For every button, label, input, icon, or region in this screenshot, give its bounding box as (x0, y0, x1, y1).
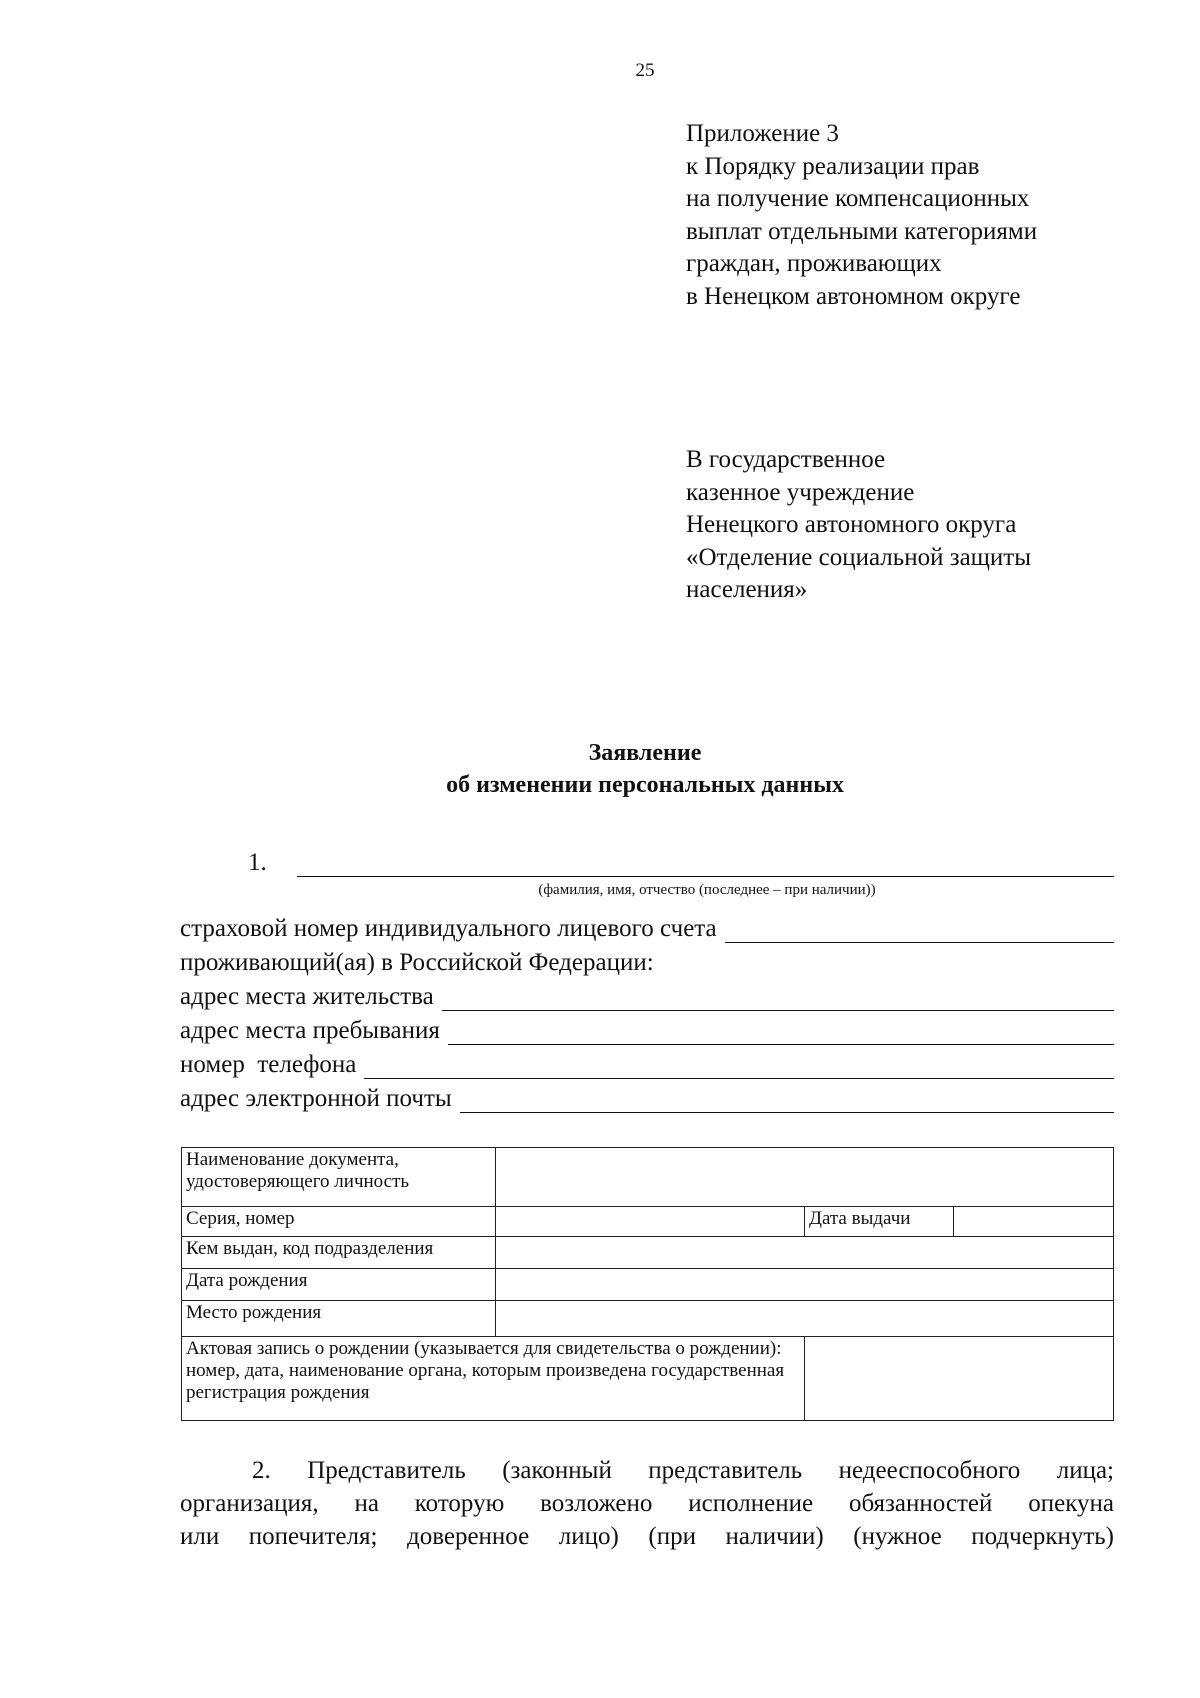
appendix-line: выплат отдельными категориями (686, 217, 1038, 245)
title-line-1: Заявление (588, 740, 702, 766)
appendix-line: граждан, проживающих (686, 250, 942, 277)
stay-address-label: адрес места пребывания (180, 1017, 440, 1044)
table-row (182, 1269, 1114, 1301)
appendix-line: к Порядку реализации прав (686, 152, 980, 180)
appendix-line: на получение компенсационных (686, 185, 1030, 212)
fio-row (248, 845, 1114, 877)
table-row (182, 1237, 1114, 1269)
fio-field[interactable] (297, 854, 1114, 877)
section-2-line: 2. Представитель (законный представитель недееспособного лица; (252, 1457, 1114, 1484)
stay-address-field[interactable] (448, 1022, 1114, 1045)
issue-date-cell[interactable] (954, 1207, 1114, 1237)
section-2-paragraph (180, 1454, 1114, 1553)
email-field[interactable] (460, 1090, 1114, 1113)
residing-label: проживающий(ая) в Российской Федерации: (180, 949, 654, 976)
section-2-line: организация, на которую возложено исполнение обязанностей опекуна (180, 1490, 1114, 1517)
section-number: 1. (248, 849, 267, 876)
snils-label: страховой номер индивидуального лицевого счета (180, 915, 717, 942)
phone-field[interactable] (364, 1056, 1114, 1079)
residence-address-label: адрес места жительства (180, 983, 434, 1010)
addressee-line: «Отделение социальной защиты (686, 543, 1032, 571)
addressee-line: В государственное (686, 446, 886, 473)
appendix-header (686, 118, 1037, 313)
phone-row (180, 1047, 1114, 1079)
series-number-cell[interactable] (496, 1207, 805, 1237)
doc-name-label: Наименование документа, удостоверяющего личность (182, 1148, 496, 1207)
appendix-line: Приложение 3 (686, 120, 839, 147)
table-row (182, 1301, 1114, 1337)
issued-by-cell[interactable] (496, 1237, 1114, 1269)
addressee-line: казенное учреждение (686, 478, 915, 506)
birth-place-label: Место рождения (182, 1301, 496, 1337)
table-row (182, 1337, 1114, 1421)
title-line-2: об изменении персональных данных (446, 772, 844, 798)
phone-label: номер телефона (180, 1051, 357, 1078)
issue-date-label: Дата выдачи (805, 1207, 954, 1237)
appendix-line: в Ненецком автономном округе (686, 282, 1021, 310)
doc-name-cell[interactable] (496, 1148, 1114, 1207)
stay-row (180, 1013, 1114, 1045)
page-number: 25 (635, 60, 655, 81)
addressee-block (686, 444, 1031, 607)
addressee-line: населения» (686, 576, 808, 603)
birth-date-cell[interactable] (496, 1269, 1114, 1301)
residing-row (180, 945, 1114, 977)
birth-place-cell[interactable] (496, 1301, 1114, 1337)
document-title (0, 737, 1200, 801)
email-row (180, 1081, 1114, 1113)
residence-row (180, 979, 1114, 1011)
section-2-line: или попечителя; доверенное лицо) (при наличии) (нужное подчеркнуть) (180, 1523, 1114, 1550)
email-label: адрес электронной почты (180, 1085, 452, 1112)
series-number-label: Серия, номер (182, 1207, 496, 1237)
addressee-line: Ненецкого автономного округа (686, 511, 1017, 538)
birth-record-cell[interactable] (805, 1337, 1114, 1421)
snils-field[interactable] (725, 920, 1114, 943)
identity-document-table (181, 1147, 1114, 1421)
birth-record-label: Актовая запись о рождении (указывается для свидетельства о рождении): номер, дата, наименование органа, которым произведена государственная регистрация рождения (182, 1337, 805, 1421)
snils-row (180, 911, 1114, 943)
table-row (182, 1148, 1114, 1207)
birth-date-label: Дата рождения (182, 1269, 496, 1301)
issued-by-label: Кем выдан, код подразделения (182, 1237, 496, 1269)
table-row (182, 1207, 1114, 1237)
fio-caption: (фамилия, имя, отчество (последнее – при наличии)) (538, 882, 876, 898)
residence-address-field[interactable] (442, 988, 1114, 1011)
